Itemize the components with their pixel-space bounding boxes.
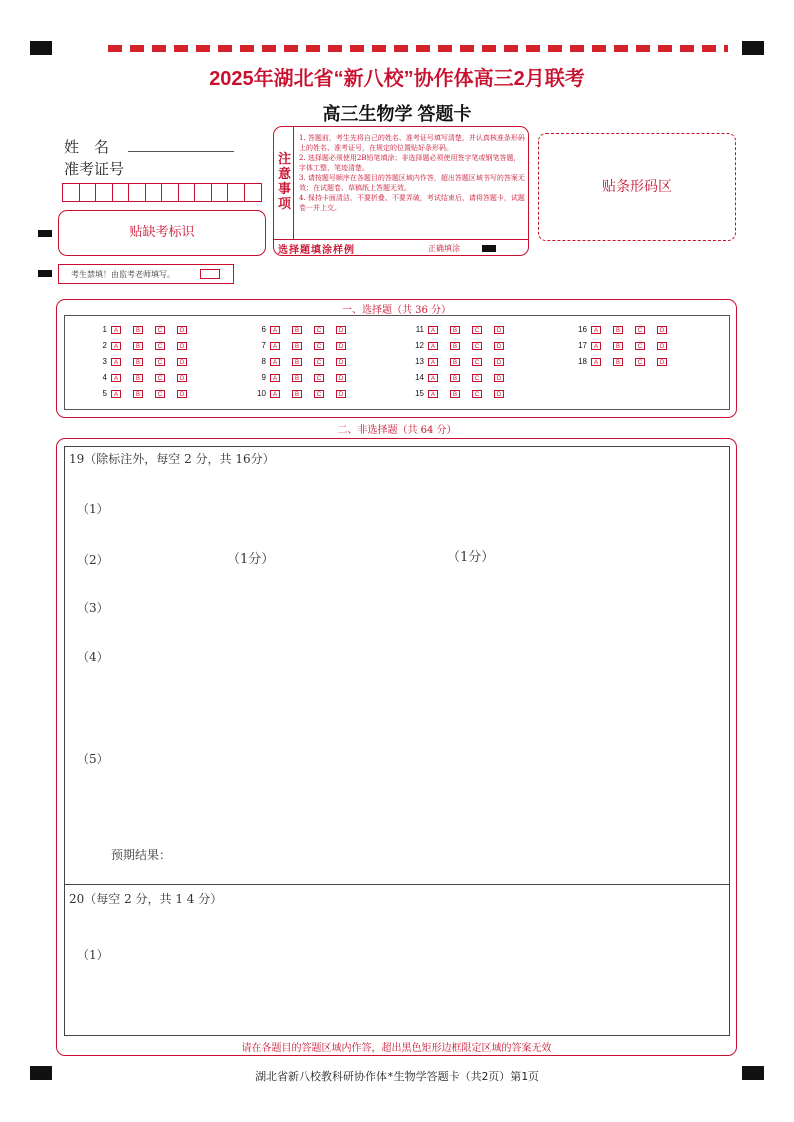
option-bubble-b[interactable]: B	[613, 342, 623, 350]
question-number: 1	[102, 325, 107, 334]
question-number: 17	[578, 341, 587, 350]
page-footer: 湖北省新八校教科研协作体*生物学答题卡（共2页）第1页	[255, 1070, 539, 1083]
option-bubble-d[interactable]: D	[494, 374, 504, 382]
option-bubble-b[interactable]: B	[450, 390, 460, 398]
question-number: 14	[415, 373, 424, 382]
q19-part-1: （1）	[77, 502, 109, 516]
notice-item: 4. 保持卡面清洁，不要折叠、不要弄破，考试结束后，请将答题卡，试题卷一并上交。	[299, 194, 525, 212]
id-number-grid[interactable]	[62, 183, 262, 202]
option-bubble-a[interactable]: A	[591, 358, 601, 366]
option-bubble-c[interactable]: C	[314, 358, 324, 366]
sample-label: 选择题填涂样例	[278, 245, 355, 256]
notice-item: 3. 请按题号顺序在各题目的答题区域内作答，超出答题区域书写的答案无效；在试题卷、草稿纸上答题无效。	[299, 174, 525, 192]
question-row	[254, 373, 358, 382]
option-bubble-a[interactable]: A	[270, 390, 280, 398]
question-number: 3	[102, 357, 107, 366]
option-bubble-b[interactable]: B	[292, 374, 302, 382]
option-bubble-b[interactable]: B	[292, 358, 302, 366]
question-row	[412, 325, 516, 334]
question-number: 13	[415, 357, 424, 366]
option-bubble-b[interactable]: B	[613, 358, 623, 366]
option-bubble-c[interactable]: C	[314, 326, 324, 334]
barcode-label: 贴条形码区	[602, 179, 672, 195]
question-number: 10	[257, 389, 266, 398]
option-bubble-a[interactable]: A	[428, 374, 438, 382]
question-number: 15	[415, 389, 424, 398]
option-bubble-a[interactable]: A	[111, 390, 121, 398]
option-bubble-d[interactable]: D	[177, 326, 187, 334]
option-bubble-b[interactable]: B	[450, 374, 460, 382]
question-row	[95, 325, 199, 334]
notice-box	[273, 126, 529, 256]
q19-part-3: （3）	[77, 601, 109, 615]
option-bubble-b[interactable]: B	[133, 374, 143, 382]
option-bubble-d[interactable]: D	[177, 342, 187, 350]
correct-fill-label: 正确填涂	[428, 244, 460, 253]
section1-title: 一、选择题（共 36 分）	[341, 305, 452, 316]
dashed-header-bar	[108, 45, 728, 52]
option-bubble-d[interactable]: D	[657, 342, 667, 350]
option-bubble-d[interactable]: D	[336, 390, 346, 398]
question-row	[412, 389, 516, 398]
q20-answer-box[interactable]	[64, 884, 730, 1036]
question-row	[412, 373, 516, 382]
absent-note: 考生禁填！由监考老师填写。	[71, 270, 175, 279]
option-bubble-a[interactable]: A	[591, 342, 601, 350]
option-bubble-b[interactable]: B	[450, 326, 460, 334]
option-bubble-d[interactable]: D	[177, 390, 187, 398]
option-bubble-a[interactable]: A	[428, 342, 438, 350]
option-bubble-b[interactable]: B	[292, 390, 302, 398]
option-bubble-c[interactable]: C	[635, 326, 645, 334]
question-row	[95, 373, 199, 382]
option-bubble-c[interactable]: C	[635, 358, 645, 366]
question-number: 2	[102, 341, 107, 350]
option-bubble-a[interactable]: A	[111, 374, 121, 382]
name-field[interactable]	[128, 151, 234, 152]
question-row	[575, 325, 679, 334]
option-bubble-c[interactable]: C	[155, 374, 165, 382]
option-bubble-c[interactable]: C	[314, 342, 324, 350]
question-number: 5	[102, 389, 107, 398]
q19-part-4: （4）	[77, 650, 109, 664]
option-bubble-d[interactable]: D	[336, 358, 346, 366]
q19-part-2-score-note: （1分）	[227, 552, 275, 567]
option-bubble-c[interactable]: C	[314, 390, 324, 398]
multiple-choice-section	[56, 299, 737, 418]
option-bubble-c[interactable]: C	[472, 342, 482, 350]
absent-sticker-area	[58, 210, 266, 256]
option-bubble-d[interactable]: D	[177, 358, 187, 366]
question-row	[412, 357, 516, 366]
question-number: 6	[261, 325, 266, 334]
id-digit-cell[interactable]	[63, 184, 80, 202]
question-row	[575, 341, 679, 350]
option-bubble-b[interactable]: B	[133, 342, 143, 350]
registration-mark	[30, 41, 52, 55]
notice-divider	[274, 239, 528, 240]
option-bubble-c[interactable]: C	[155, 390, 165, 398]
id-digit-cell[interactable]	[228, 184, 245, 202]
option-bubble-d[interactable]: D	[494, 358, 504, 366]
option-bubble-d[interactable]: D	[336, 326, 346, 334]
absent-fill-box[interactable]	[200, 269, 220, 279]
answer-area-warning: 请在各题目的答题区域内作答，超出黑色矩形边框限定区域的答案无效	[241, 1043, 552, 1054]
timing-mark	[38, 230, 52, 237]
question-number: 4	[102, 373, 107, 382]
question-number: 11	[415, 325, 424, 334]
question-row	[254, 357, 358, 366]
answer-grid	[64, 315, 730, 410]
question-number: 7	[261, 341, 266, 350]
option-bubble-d[interactable]: D	[657, 326, 667, 334]
option-bubble-b[interactable]: B	[133, 326, 143, 334]
timing-mark	[38, 270, 52, 277]
option-bubble-d[interactable]: D	[177, 374, 187, 382]
id-digit-cell[interactable]	[195, 184, 212, 202]
question-row	[412, 341, 516, 350]
q20-part-1: （1）	[77, 948, 109, 962]
q19-expected-result: 预期结果：	[111, 848, 172, 862]
notice-items	[299, 133, 525, 213]
option-bubble-c[interactable]: C	[635, 342, 645, 350]
id-digit-cell[interactable]	[113, 184, 130, 202]
option-bubble-d[interactable]: D	[494, 342, 504, 350]
option-bubble-d[interactable]: D	[336, 342, 346, 350]
notice-item: 2. 选择题必须使用2B铅笔填涂；非选择题必须使用签字笔或钢笔答题，字体工整、笔迹清楚。	[299, 154, 521, 172]
question-number: 16	[578, 325, 587, 334]
option-bubble-a[interactable]: A	[111, 342, 121, 350]
notice-item: 1. 答题前，考生先将自己的姓名、准考证号填写清楚，并认真核准条形码上的姓名、准考证号，在规定的位置贴好条形码。	[299, 134, 525, 152]
option-bubble-a[interactable]: A	[270, 358, 280, 366]
absent-note-box	[58, 264, 234, 284]
question-row	[254, 389, 358, 398]
option-bubble-a[interactable]: A	[591, 326, 601, 334]
q19-part-2-score-note: （1分）	[447, 550, 495, 565]
option-bubble-b[interactable]: B	[292, 342, 302, 350]
notice-heading: 注意事项	[278, 151, 292, 211]
id-digit-cell[interactable]	[129, 184, 146, 202]
option-bubble-c[interactable]: C	[472, 326, 482, 334]
registration-mark	[742, 41, 764, 55]
barcode-area	[538, 133, 736, 241]
option-bubble-a[interactable]: A	[111, 358, 121, 366]
option-bubble-b[interactable]: B	[133, 358, 143, 366]
option-bubble-d[interactable]: D	[494, 326, 504, 334]
option-bubble-a[interactable]: A	[270, 326, 280, 334]
option-bubble-c[interactable]: C	[155, 342, 165, 350]
option-bubble-c[interactable]: C	[472, 390, 482, 398]
question-row	[95, 341, 199, 350]
option-bubble-b[interactable]: B	[450, 342, 460, 350]
option-bubble-d[interactable]: D	[657, 358, 667, 366]
option-bubble-a[interactable]: A	[270, 342, 280, 350]
question-number: 12	[415, 341, 424, 350]
free-response-section	[56, 438, 737, 1056]
id-digit-cell[interactable]	[179, 184, 196, 202]
option-bubble-c[interactable]: C	[155, 326, 165, 334]
id-digit-cell[interactable]	[212, 184, 229, 202]
option-bubble-a[interactable]: A	[270, 374, 280, 382]
id-digit-cell[interactable]	[80, 184, 97, 202]
option-bubble-b[interactable]: B	[613, 326, 623, 334]
question-row	[254, 325, 358, 334]
q20-header: 20（每空 2 分，共 1 4 分）	[69, 892, 223, 906]
notice-divider	[293, 127, 294, 239]
id-digit-cell[interactable]	[162, 184, 179, 202]
q19-part-2: （2）	[77, 553, 109, 567]
id-digit-cell[interactable]	[96, 184, 113, 202]
option-bubble-c[interactable]: C	[314, 374, 324, 382]
id-digit-cell[interactable]	[146, 184, 163, 202]
option-bubble-c[interactable]: C	[472, 358, 482, 366]
option-bubble-a[interactable]: A	[428, 326, 438, 334]
question-number: 9	[261, 373, 266, 382]
id-digit-cell[interactable]	[245, 184, 262, 202]
q19-part-5: （5）	[77, 752, 109, 766]
option-bubble-a[interactable]: A	[428, 390, 438, 398]
option-bubble-b[interactable]: B	[450, 358, 460, 366]
name-label: 姓 名	[64, 138, 110, 156]
option-bubble-d[interactable]: D	[494, 390, 504, 398]
exam-subtitle: 高三生物学 答题卡	[322, 104, 472, 124]
option-bubble-d[interactable]: D	[336, 374, 346, 382]
exam-title: 2025年湖北省“新八校”协作体高三2月联考	[209, 68, 585, 90]
option-bubble-c[interactable]: C	[155, 358, 165, 366]
question-row	[254, 341, 358, 350]
question-number: 8	[261, 357, 266, 366]
section2-title: 二、非选择题（共 64 分）	[337, 425, 457, 436]
question-row	[95, 357, 199, 366]
q19-header: 19（除标注外，每空 2 分，共 16分）	[69, 452, 275, 466]
correct-fill-sample	[482, 245, 496, 252]
absent-label: 贴缺考标识	[129, 225, 195, 240]
question-number: 18	[578, 357, 587, 366]
option-bubble-b[interactable]: B	[133, 390, 143, 398]
id-label: 准考证号	[64, 160, 125, 178]
q19-answer-box[interactable]	[64, 446, 730, 885]
option-bubble-a[interactable]: A	[111, 326, 121, 334]
option-bubble-a[interactable]: A	[428, 358, 438, 366]
option-bubble-b[interactable]: B	[292, 326, 302, 334]
question-row	[575, 357, 679, 366]
option-bubble-c[interactable]: C	[472, 374, 482, 382]
question-row	[95, 389, 199, 398]
